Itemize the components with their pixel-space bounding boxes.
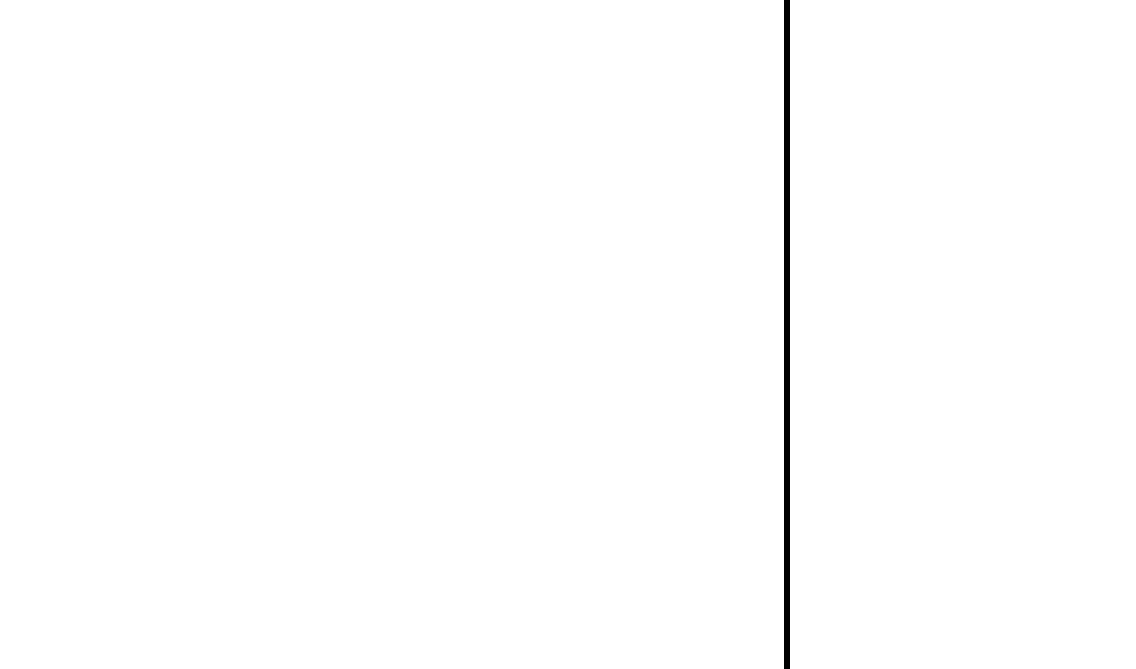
column-divider (784, 0, 790, 669)
